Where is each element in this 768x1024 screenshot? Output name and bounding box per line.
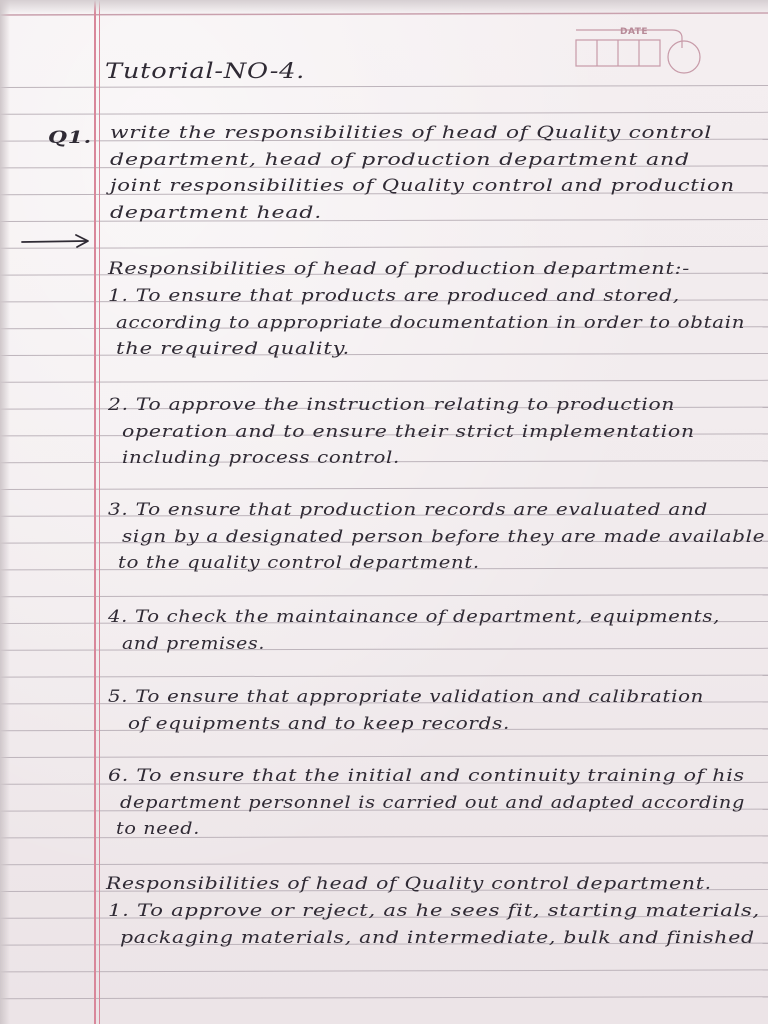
production-item-line-text: to the quality control department. (118, 553, 480, 574)
production-item-line (0, 497, 768, 523)
question-line (0, 120, 768, 146)
ruled-line (0, 488, 768, 490)
ruled-line (0, 86, 768, 88)
production-item-line (0, 790, 768, 816)
production-item-line-text: 5. To ensure that appropriate validation and calibration (108, 687, 705, 707)
production-item-line (0, 763, 768, 789)
ruled-line (0, 675, 768, 677)
qc-item-line (0, 898, 768, 924)
production-item-line-text: the required quality. (116, 339, 350, 360)
question-line-text: write the responsibilities of head of Quality control (110, 123, 713, 143)
production-item-line-text: 2. To approve the instruction relating to production (108, 395, 676, 415)
production-item-line-text: 4. To check the maintainance of department, equipments, (108, 607, 721, 627)
production-item-line (0, 684, 768, 710)
production-item-line-text: including process control. (122, 448, 401, 469)
production-item-line-text: 1. To ensure that products are produced and stored, (108, 286, 680, 306)
production-item-line (0, 604, 768, 630)
section-heading-production (0, 256, 768, 282)
ruled-line (0, 380, 768, 382)
ruled-line (0, 997, 768, 999)
production-item-line-text: according to appropriate documentation in order to obtain (116, 312, 746, 333)
production-item-line-text: to need. (116, 819, 200, 840)
production-item-line-text: sign by a designated person before they are made available (122, 526, 766, 547)
ruled-line (0, 863, 768, 865)
production-item-line (0, 310, 768, 336)
production-item-line (0, 445, 768, 471)
production-item-line (0, 711, 768, 737)
section-heading-production-text: Responsibilities of head of production department:- (108, 259, 691, 279)
ruled-line (0, 756, 768, 758)
production-item-line (0, 419, 768, 445)
page-title-text: Tutorial-NO-4. (105, 59, 306, 83)
production-item-line (0, 336, 768, 362)
ruled-line (0, 112, 768, 114)
date-label: DATE (620, 27, 649, 37)
production-item-line (0, 392, 768, 418)
production-item-line-text: 6. To ensure that the initial and continuity training of his (108, 766, 745, 786)
ruled-line (0, 246, 768, 248)
production-item-line-text: department personnel is carried out and adapted according (120, 792, 746, 813)
question-line-text: joint responsibilities of Quality control and production (110, 176, 735, 196)
production-item-line-text: of equipments and to keep records. (128, 713, 511, 734)
question-line (0, 173, 768, 199)
section-heading-qc (0, 871, 768, 897)
page-title (0, 58, 768, 84)
production-item-line (0, 631, 768, 657)
section-heading-qc-text: Responsibilities of head of Quality control department. (106, 874, 712, 894)
question-line-text: department, head of production department and (110, 149, 690, 170)
question-line-text: department head. (110, 202, 322, 223)
production-item-line (0, 816, 768, 842)
qc-item-line-text: packaging materials, and intermediate, bulk and finished (120, 927, 755, 948)
production-item-line-text: operation and to ensure their strict implementation (122, 421, 695, 442)
qc-item-line (0, 925, 768, 951)
right-arrow-icon (20, 233, 94, 251)
qc-item-line-text: 1. To approve or reject, as he sees fit, starting materials, (108, 901, 761, 921)
production-item-line (0, 283, 768, 309)
production-item-line-text: 3. To ensure that production records are evaluated and (108, 500, 709, 520)
ruled-line (0, 970, 768, 972)
production-item-line (0, 524, 768, 550)
question-line (0, 147, 768, 173)
question-line (0, 200, 768, 226)
question-number-text: Q1. (48, 128, 93, 148)
ruled-line (0, 595, 768, 597)
production-item-line-text: and premises. (122, 633, 266, 654)
production-item-line (0, 550, 768, 576)
page-top-shadow (0, 0, 768, 14)
